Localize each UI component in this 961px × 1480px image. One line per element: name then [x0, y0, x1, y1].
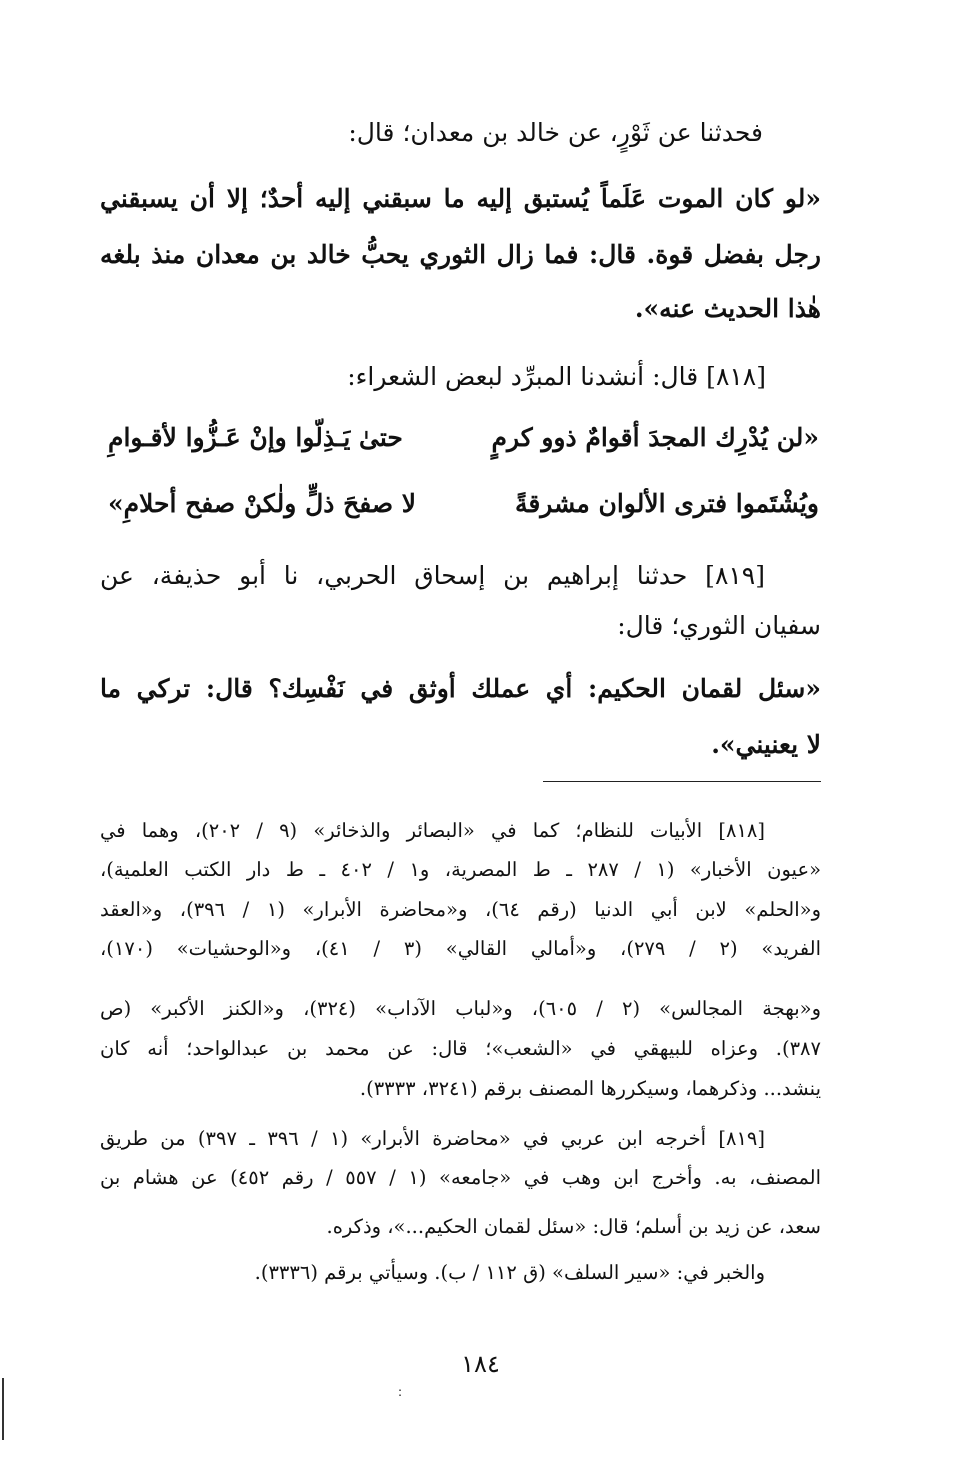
footnote-818-line-7: ينشد... وذكرهما، وسيكررها المصنف برقم (٣٢٤١، ٣٣٣٣).: [359, 1077, 821, 1100]
text-line-4: هٰذا الحديث عنه».: [634, 294, 821, 323]
footnote-818-line-4: الفريد» (٢ / ٢٧٩)، و«أمالي القالي» (٣ / ٤١)، و«الوحشيات» (١٧٠)،: [100, 937, 821, 960]
text-line-818-intro: [٨١٨] قال: أنشدنا المبرِّد لبعض الشعراء:: [347, 362, 766, 391]
verse-1-left-hemistich: حتىٰ يَـذِلّوا وإنْ عَـزُّوا لأقـوامِ: [108, 423, 403, 452]
verse-2-left-hemistich: لا صفحَ ذلٍّ ولٰكنْ صفح أحلامِ»: [108, 489, 417, 518]
page-edge-mark: [2, 1378, 4, 1440]
footnote-819-line-4: والخبر في: «سير السلف» (ق ١١٢ / ب). وسيأتي برقم (٣٣٣٦).: [254, 1261, 765, 1284]
text-line-1: فحدثنا عن ثَوْرٍ، عن خالد بن معدان؛ قال:: [348, 118, 763, 147]
footnote-819-line-2: المصنف، به. وأخرج ابن وهب في «جامعه» (١ / ٥٥٧ / رقم ٤٥٢) عن هشام بن: [100, 1166, 821, 1189]
footnote-separator: [543, 781, 821, 782]
text-line-819-3: «سئل لقمان الحكيم: أي عملك أوثق في نَفْسِك؟ قال: تركي ما: [100, 674, 821, 703]
footnote-818-line-5: و«بهجة المجالس» (٢ / ٦٠٥)، و«لباب الآداب» (٣٢٤)، و«الكنز الأكبر» (ص: [100, 997, 821, 1020]
footnote-819-line-1: [٨١٩] أخرجه ابن عربي في «محاضرة الأبرار» (١ / ٣٩٦ ـ ٣٩٧) من طريق: [100, 1127, 766, 1150]
text-line-3: رجل بفضل قوة. قال: فما زال الثوري يحبُّ خالد بن معدان منذ بلغه: [100, 240, 821, 269]
stray-mark: :: [398, 1385, 403, 1399]
footnote-818-line-2: «عيون الأخبار» (١ / ٢٨٧ ـ ط المصرية، و١ / ٤٠٢ ـ ط دار الكتب العلمية)،: [100, 858, 822, 881]
verse-2-right-hemistich: ويُشْتَموا فترى الألوان مشرقةً: [514, 489, 819, 518]
footnote-819-line-3: سعد، عن زيد بن أسلم؛ قال: «سئل لقمان الحكيم...»، وذكره.: [326, 1215, 821, 1238]
text-line-819-1: [٨١٩] حدثنا إبراهيم بن إسحاق الحربي، نا أبو حذيفة، عن: [100, 561, 765, 590]
footnote-818-line-6: ٣٨٧). وعزاه للبيهقي في «الشعب»؛ قال: عن محمد بن عبدالواحد؛ أنه كان: [100, 1037, 821, 1060]
footnote-818-line-1: [٨١٨] الأبيات للنظام؛ كما في «البصائر والذخائر» (٩ / ٢٠٢)، وهما في: [100, 819, 766, 842]
footnote-818-line-3: و«الحلم» لابن أبي الدنيا (رقم ٦٤)، و«محاضرة الأبرار» (١ / ٣٩٦)، و«العقد: [100, 898, 821, 921]
text-line-2: «لو كان الموت عَلَماً يُستبق إليه ما سبقني إليه أحدٌ؛ إلا أن يسبقني: [100, 184, 821, 213]
text-line-819-2: سفيان الثوري؛ قال:: [617, 611, 821, 640]
text-line-819-4: لا يعنيني».: [711, 730, 821, 759]
page-number: ١٨٤: [461, 1350, 500, 1378]
verse-1-right-hemistich: «لن يُدْرِك المجدَ أقوامٌ ذوو كرمٍ: [491, 423, 819, 452]
